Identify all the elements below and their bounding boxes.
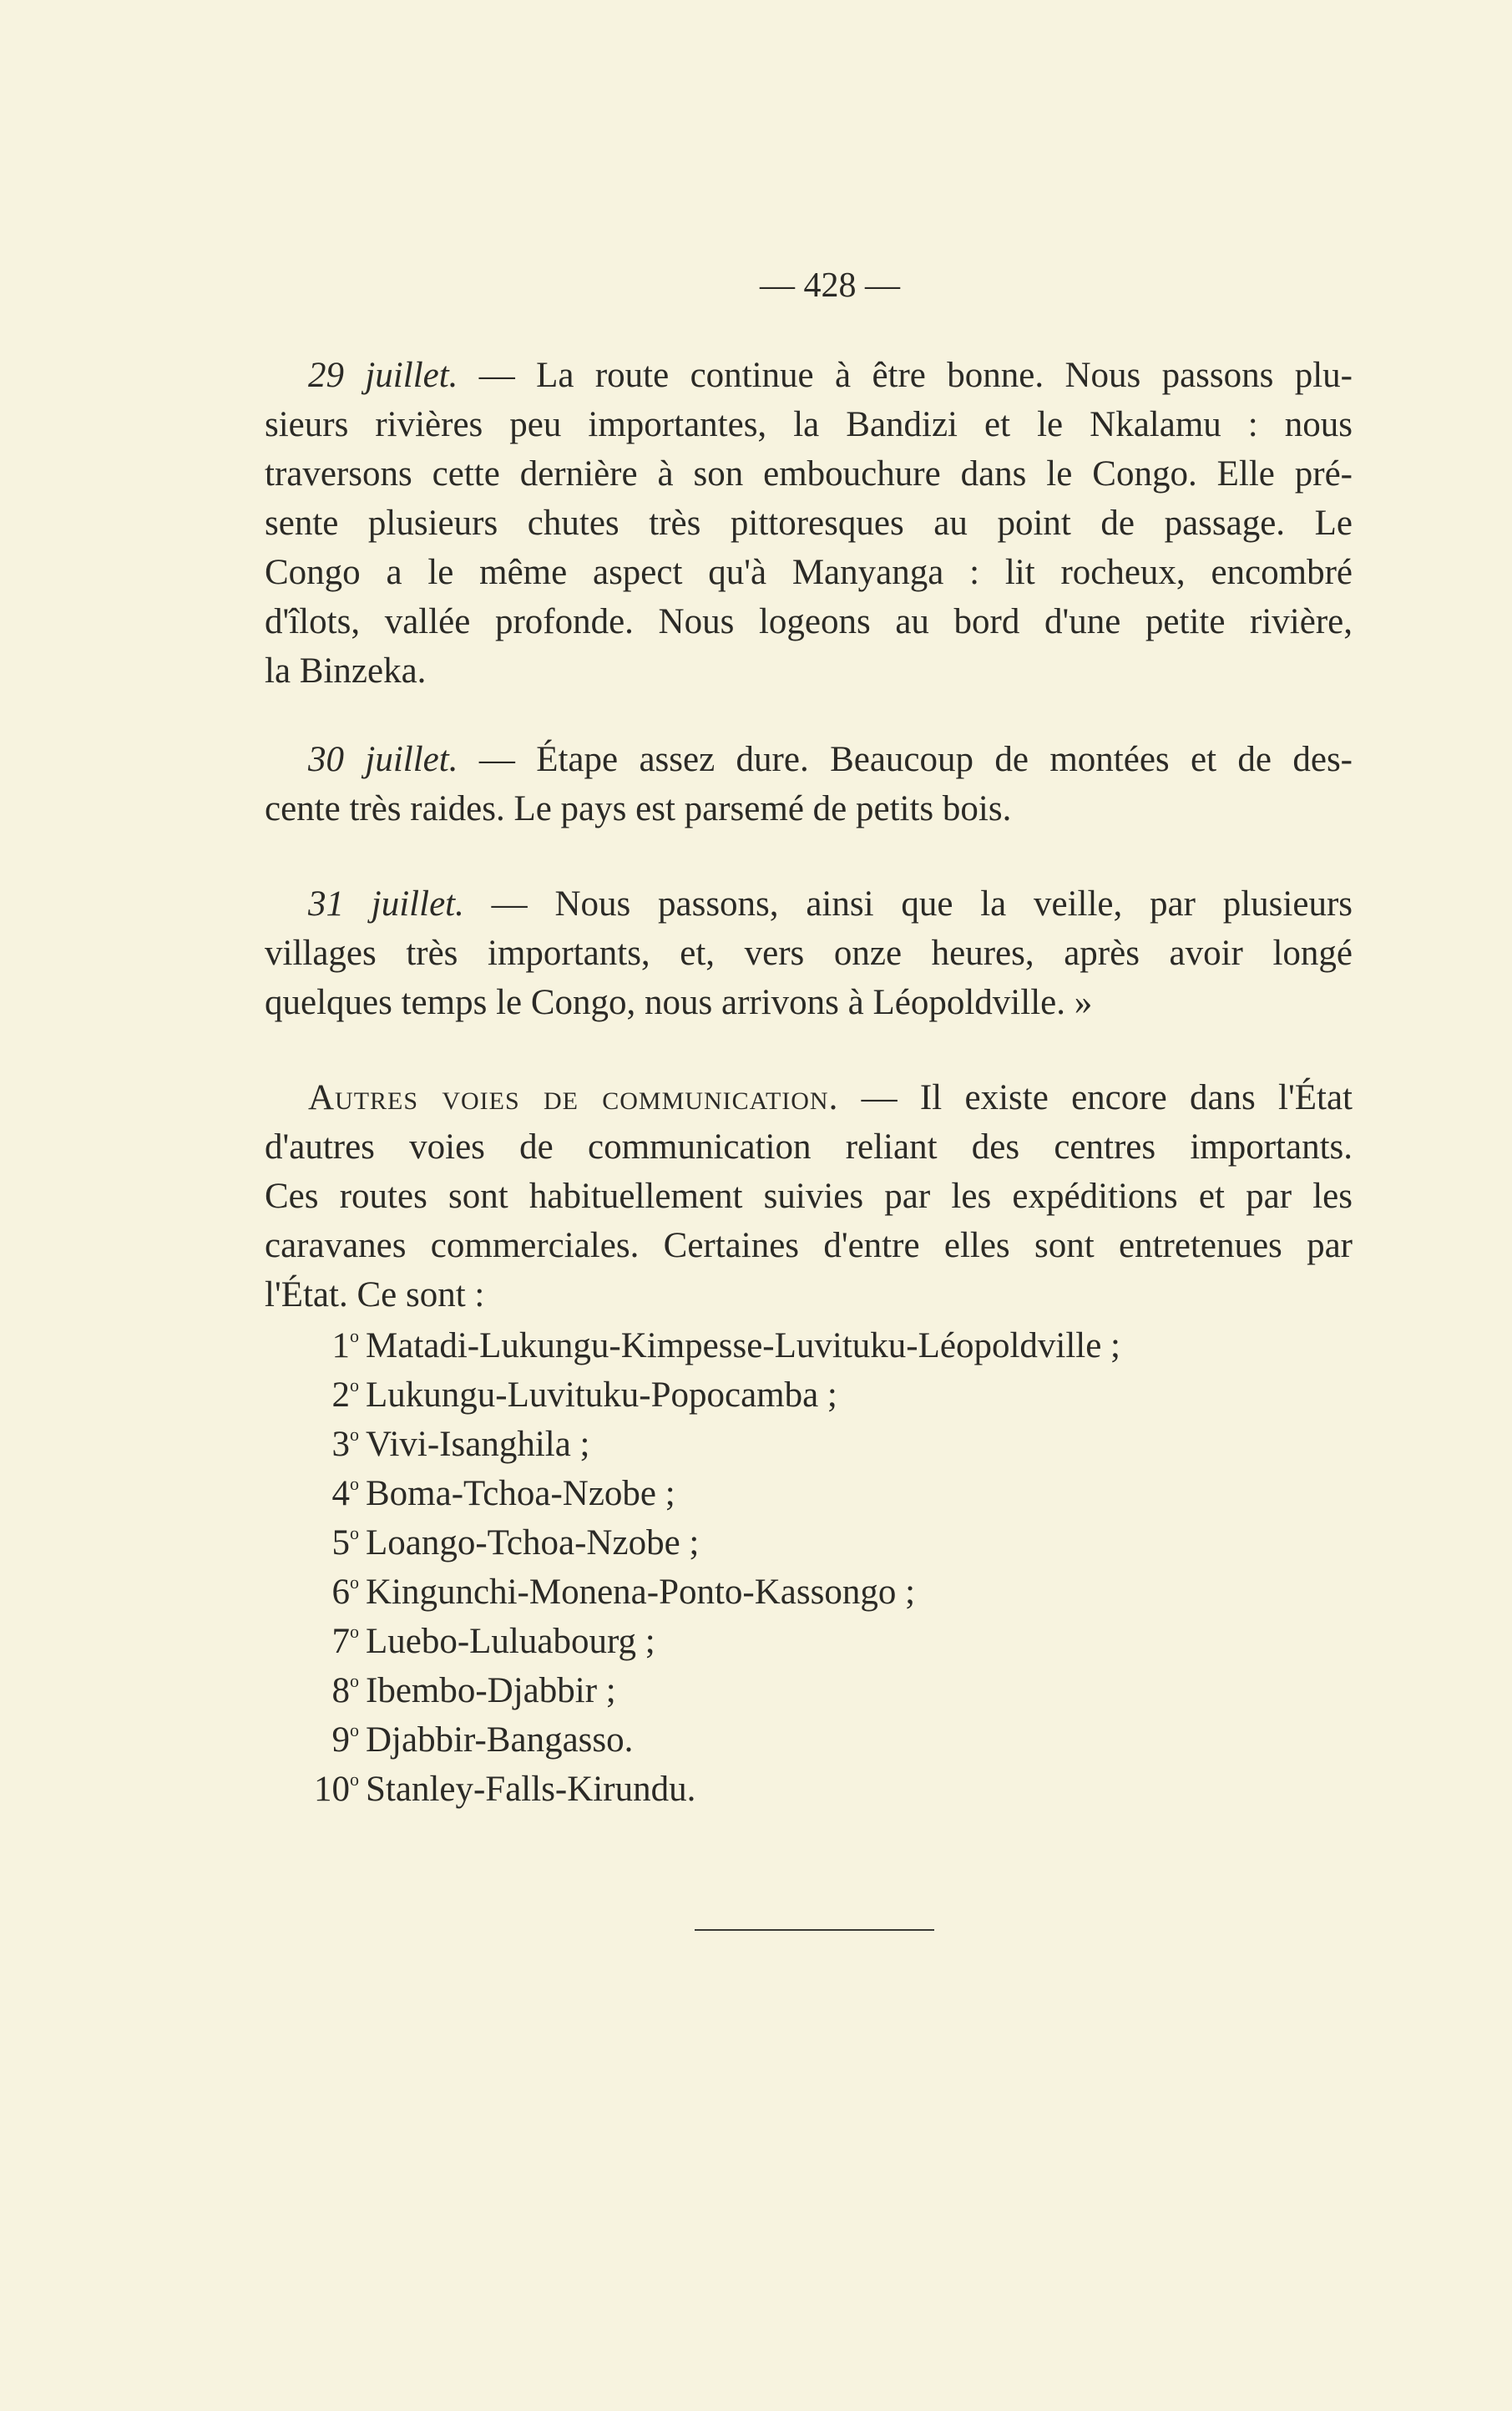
date: 30 juillet.	[308, 740, 458, 779]
text-line: d'îlots, vallée profonde. Nous logeons au bord d'une petite rivière,	[265, 602, 1353, 641]
paragraph-30-juillet	[265, 735, 1353, 833]
text-line: caravanes commerciales. Certaines d'entre elles sont entretenues par	[265, 1226, 1353, 1265]
number: 5	[331, 1523, 350, 1563]
degree-sign: o	[350, 1473, 359, 1494]
route-name: Luebo-Luluabourg ;	[366, 1622, 655, 1661]
list-item	[312, 1360, 1120, 1415]
paragraph-29-juillet	[265, 351, 1353, 696]
list-item	[312, 1755, 1120, 1809]
degree-sign: o	[350, 1621, 359, 1642]
section-heading: Autres voies de communication.	[308, 1078, 839, 1117]
text-line: l'État. Ce sont :	[265, 1275, 485, 1314]
route-name: Vivi-Isanghila ;	[366, 1425, 590, 1464]
degree-sign: o	[350, 1375, 359, 1395]
date: 29 juillet.	[308, 356, 458, 395]
route-name: Matadi-Lukungu-Kimpesse-Luvituku-Léopoldville ;	[366, 1326, 1121, 1365]
text-line: villages très importants, et, vers onze heures, après avoir longé	[265, 934, 1353, 973]
list-item	[312, 1459, 1120, 1513]
number: 7	[331, 1622, 350, 1661]
text: — Il existe encore dans l'État	[861, 1078, 1353, 1117]
text-line: Ces routes sont habituellement suivies par les expéditions et par les	[265, 1177, 1353, 1216]
date: 31 juillet.	[308, 884, 464, 924]
text-line	[265, 735, 1353, 784]
degree-sign: o	[350, 1572, 359, 1593]
text-line: sieurs rivières peu importantes, la Bandizi et le Nkalamu : nous	[265, 405, 1353, 444]
number: 6	[331, 1573, 350, 1612]
degree-sign: o	[350, 1769, 359, 1790]
route-name: Ibembo-Djabbir ;	[366, 1671, 616, 1710]
list-item	[312, 1607, 1120, 1661]
text-line	[265, 1073, 1353, 1122]
text: — La route continue à être bonne. Nous passons plu-	[478, 356, 1353, 395]
text-line: la Binzeka.	[265, 651, 427, 691]
list-item	[312, 1311, 1121, 1365]
route-name: Djabbir-Bangasso.	[366, 1720, 634, 1760]
degree-sign: o	[350, 1325, 359, 1346]
list-item	[312, 1508, 1120, 1563]
list-item	[312, 1656, 1120, 1710]
routes-list	[312, 1311, 1121, 1809]
route-name: Boma-Tchoa-Nzobe ;	[366, 1474, 675, 1513]
paragraph-31-juillet	[265, 879, 1353, 1027]
text-line	[265, 879, 1353, 929]
degree-sign: o	[350, 1424, 359, 1445]
list-item	[312, 1705, 1120, 1760]
route-name: Kingunchi-Monena-Ponto-Kassongo ;	[366, 1573, 916, 1612]
number: 8	[331, 1671, 350, 1710]
degree-sign: o	[350, 1720, 359, 1740]
number: 2	[331, 1375, 350, 1415]
text-line	[265, 351, 1353, 400]
list-item	[312, 1558, 1120, 1612]
text-line: cente très raides. Le pays est parsemé de petits bois.	[265, 789, 1012, 828]
number: 4	[331, 1474, 350, 1513]
number: 3	[331, 1425, 350, 1464]
end-rule	[695, 1929, 934, 1931]
text-line: traversons cette dernière à son embouchure dans le Congo. Elle pré-	[265, 454, 1353, 494]
route-name: Lukungu-Luvituku-Popocamba ;	[366, 1375, 837, 1415]
text-line: Congo a le même aspect qu'à Manyanga : lit rocheux, encombré	[265, 553, 1353, 592]
page-number: — 428 —	[760, 266, 900, 305]
paragraph-autres-voies	[265, 1073, 1353, 1319]
text-line: sente plusieurs chutes très pittoresques au point de passage. Le	[265, 504, 1353, 543]
route-name: Stanley-Falls-Kirundu.	[366, 1770, 696, 1809]
degree-sign: o	[350, 1670, 359, 1691]
text: — Nous passons, ainsi que la veille, par plusieurs	[491, 884, 1353, 924]
item-number	[312, 1755, 359, 1814]
list-item	[312, 1410, 1120, 1464]
number: 9	[331, 1720, 350, 1760]
text-line: quelques temps le Congo, nous arrivons à Léopoldville. »	[265, 983, 1093, 1022]
text-line: d'autres voies de communication reliant des centres importants.	[265, 1127, 1353, 1167]
route-name: Loango-Tchoa-Nzobe ;	[366, 1523, 700, 1563]
number: 10	[314, 1770, 350, 1809]
degree-sign: o	[350, 1522, 359, 1543]
number: 1	[331, 1326, 350, 1365]
text: — Étape assez dure. Beaucoup de montées et de des-	[478, 740, 1353, 779]
